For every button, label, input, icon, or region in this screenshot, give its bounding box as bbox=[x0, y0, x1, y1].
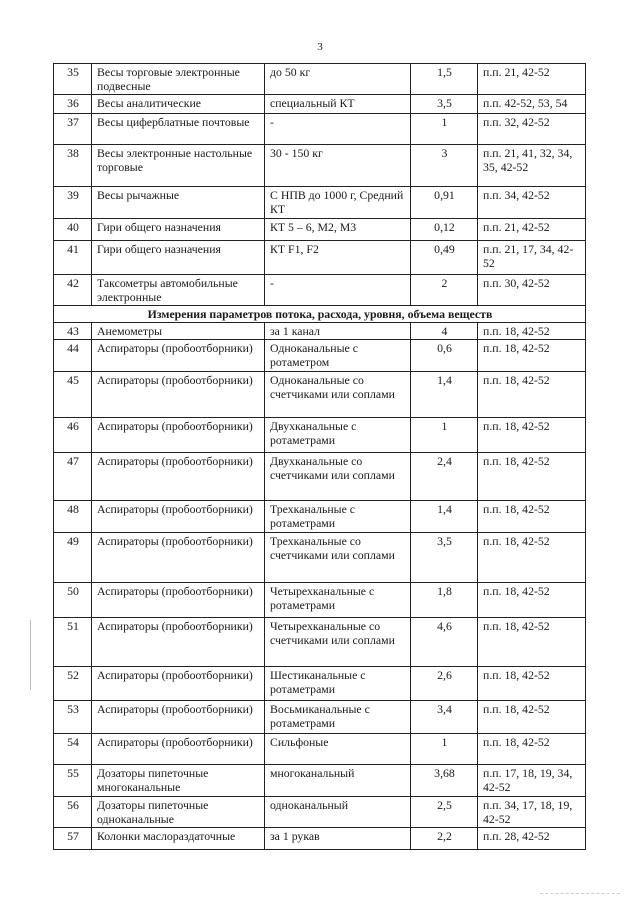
row-specification: Одноканальные со счетчиками или соплами bbox=[265, 372, 411, 418]
row-reference: п.п. 18, 42-52 bbox=[478, 583, 586, 618]
row-instrument-name: Анемометры bbox=[92, 323, 265, 340]
row-number: 51 bbox=[54, 618, 92, 667]
row-reference: п.п. 18, 42-52 bbox=[478, 501, 586, 533]
row-value: 1,4 bbox=[411, 501, 478, 533]
row-value: 0,91 bbox=[411, 187, 478, 219]
row-specification: за 1 канал bbox=[265, 323, 411, 340]
row-specification: Четырехканальные с ротаметрами bbox=[265, 583, 411, 618]
table-row bbox=[54, 114, 586, 145]
row-instrument-name: Весы рычажные bbox=[92, 187, 265, 219]
row-value: 1 bbox=[411, 734, 478, 765]
row-number: 52 bbox=[54, 667, 92, 701]
row-instrument-name: Аспираторы (пробоотборники) bbox=[92, 734, 265, 765]
row-specification: Восьмиканальные с ротаметрами bbox=[265, 701, 411, 734]
table-row bbox=[54, 372, 586, 418]
row-number: 48 bbox=[54, 501, 92, 533]
row-reference: п.п. 18, 42-52 bbox=[478, 323, 586, 340]
table-row bbox=[54, 323, 586, 340]
table-row bbox=[54, 275, 586, 306]
row-reference: п.п. 42-52, 53, 54 bbox=[478, 95, 586, 114]
row-number: 50 bbox=[54, 583, 92, 618]
row-specification: специальный КТ bbox=[265, 95, 411, 114]
row-number: 53 bbox=[54, 701, 92, 734]
table-row bbox=[54, 667, 586, 701]
row-number: 40 bbox=[54, 219, 92, 241]
row-value: 1,8 bbox=[411, 583, 478, 618]
table-row bbox=[54, 701, 586, 734]
row-number: 55 bbox=[54, 765, 92, 797]
row-reference: п.п. 18, 42-52 bbox=[478, 618, 586, 667]
row-instrument-name: Аспираторы (пробоотборники) bbox=[92, 418, 265, 453]
scan-bottom-mark bbox=[540, 893, 620, 895]
table-row bbox=[54, 797, 586, 828]
row-instrument-name: Весы аналитические bbox=[92, 95, 265, 114]
row-instrument-name: Аспираторы (пробоотборники) bbox=[92, 667, 265, 701]
row-instrument-name: Таксометры автомобильные электронные bbox=[92, 275, 265, 306]
price-table bbox=[53, 63, 586, 850]
row-specification: Четырехканальные со счетчиками или соплами bbox=[265, 618, 411, 667]
row-value: 4 bbox=[411, 323, 478, 340]
row-specification: Одноканальные с ротаметром bbox=[265, 340, 411, 372]
row-number: 54 bbox=[54, 734, 92, 765]
row-specification: Двухканальные с ротаметрами bbox=[265, 418, 411, 453]
row-value: 0,12 bbox=[411, 219, 478, 241]
row-value: 1,4 bbox=[411, 372, 478, 418]
row-number: 39 bbox=[54, 187, 92, 219]
row-number: 45 bbox=[54, 372, 92, 418]
table-row bbox=[54, 187, 586, 219]
row-instrument-name: Аспираторы (пробоотборники) bbox=[92, 453, 265, 501]
scan-margin-mark bbox=[30, 620, 31, 690]
table-row bbox=[54, 734, 586, 765]
row-reference: п.п. 21, 41, 32, 34, 35, 42-52 bbox=[478, 145, 586, 187]
row-specification: Двухканальные со счетчиками или соплами bbox=[265, 453, 411, 501]
row-specification: - bbox=[265, 114, 411, 145]
row-instrument-name: Аспираторы (пробоотборники) bbox=[92, 618, 265, 667]
row-instrument-name: Весы циферблатные почтовые bbox=[92, 114, 265, 145]
row-instrument-name: Гири общего назначения bbox=[92, 241, 265, 275]
table-row bbox=[54, 533, 586, 583]
row-value: 2,2 bbox=[411, 828, 478, 850]
row-value: 3,68 bbox=[411, 765, 478, 797]
row-specification: Трехканальные с ротаметрами bbox=[265, 501, 411, 533]
row-specification: многоканальный bbox=[265, 765, 411, 797]
row-reference: п.п. 18, 42-52 bbox=[478, 533, 586, 583]
row-reference: п.п. 21, 42-52 bbox=[478, 64, 586, 95]
row-reference: п.п. 32, 42-52 bbox=[478, 114, 586, 145]
row-specification: С НПВ до 1000 г, Средний КТ bbox=[265, 187, 411, 219]
row-number: 57 bbox=[54, 828, 92, 850]
page-number: 3 bbox=[317, 41, 323, 53]
table-row bbox=[54, 219, 586, 241]
row-value: 0,49 bbox=[411, 241, 478, 275]
table-row bbox=[54, 340, 586, 372]
row-reference: п.п. 30, 42-52 bbox=[478, 275, 586, 306]
row-reference: п.п. 21, 42-52 bbox=[478, 219, 586, 241]
row-specification: Шестиканальные с ротаметрами bbox=[265, 667, 411, 701]
row-value: 3,4 bbox=[411, 701, 478, 734]
row-reference: п.п. 18, 42-52 bbox=[478, 701, 586, 734]
row-value: 0,6 bbox=[411, 340, 478, 372]
row-specification: Сильфоные bbox=[265, 734, 411, 765]
row-number: 44 bbox=[54, 340, 92, 372]
section-title: Измерения параметров потока, расхода, уровня, объема веществ bbox=[54, 306, 586, 323]
row-instrument-name: Дозаторы пипеточные многоканальные bbox=[92, 765, 265, 797]
row-number: 38 bbox=[54, 145, 92, 187]
row-specification: КТ F1, F2 bbox=[265, 241, 411, 275]
row-number: 47 bbox=[54, 453, 92, 501]
table-row bbox=[54, 765, 586, 797]
row-instrument-name: Аспираторы (пробоотборники) bbox=[92, 372, 265, 418]
row-number: 35 bbox=[54, 64, 92, 95]
row-reference: п.п. 34, 17, 18, 19, 42-52 bbox=[478, 797, 586, 828]
row-number: 42 bbox=[54, 275, 92, 306]
row-instrument-name: Весы торговые электронные подвесные bbox=[92, 64, 265, 95]
row-value: 2 bbox=[411, 275, 478, 306]
row-specification: - bbox=[265, 275, 411, 306]
row-instrument-name: Аспираторы (пробоотборники) bbox=[92, 340, 265, 372]
row-instrument-name: Аспираторы (пробоотборники) bbox=[92, 533, 265, 583]
table-row bbox=[54, 501, 586, 533]
row-number: 41 bbox=[54, 241, 92, 275]
row-reference: п.п. 28, 42-52 bbox=[478, 828, 586, 850]
row-specification: одноканальный bbox=[265, 797, 411, 828]
row-instrument-name: Дозаторы пипеточные одноканальные bbox=[92, 797, 265, 828]
table-row bbox=[54, 95, 586, 114]
row-reference: п.п. 18, 42-52 bbox=[478, 340, 586, 372]
row-reference: п.п. 21, 17, 34, 42-52 bbox=[478, 241, 586, 275]
table-row bbox=[54, 828, 586, 850]
row-value: 1 bbox=[411, 418, 478, 453]
row-reference: п.п. 18, 42-52 bbox=[478, 734, 586, 765]
row-reference: п.п. 17, 18, 19, 34, 42-52 bbox=[478, 765, 586, 797]
row-instrument-name: Аспираторы (пробоотборники) bbox=[92, 701, 265, 734]
row-reference: п.п. 18, 42-52 bbox=[478, 372, 586, 418]
row-instrument-name: Аспираторы (пробоотборники) bbox=[92, 583, 265, 618]
row-instrument-name: Аспираторы (пробоотборники) bbox=[92, 501, 265, 533]
row-value: 3,5 bbox=[411, 95, 478, 114]
row-specification: 30 - 150 кг bbox=[265, 145, 411, 187]
table-row bbox=[54, 618, 586, 667]
row-number: 43 bbox=[54, 323, 92, 340]
row-reference: п.п. 34, 42-52 bbox=[478, 187, 586, 219]
row-number: 49 bbox=[54, 533, 92, 583]
row-number: 36 bbox=[54, 95, 92, 114]
row-instrument-name: Гири общего назначения bbox=[92, 219, 265, 241]
row-instrument-name: Весы электронные настольные торговые bbox=[92, 145, 265, 187]
row-specification: до 50 кг bbox=[265, 64, 411, 95]
table-row bbox=[54, 64, 586, 95]
table-row bbox=[54, 241, 586, 275]
row-value: 2,5 bbox=[411, 797, 478, 828]
section-header-row bbox=[54, 306, 586, 323]
row-value: 1,5 bbox=[411, 64, 478, 95]
row-value: 3 bbox=[411, 145, 478, 187]
table-row bbox=[54, 418, 586, 453]
row-value: 1 bbox=[411, 114, 478, 145]
row-specification: за 1 рукав bbox=[265, 828, 411, 850]
row-reference: п.п. 18, 42-52 bbox=[478, 667, 586, 701]
row-value: 2,4 bbox=[411, 453, 478, 501]
row-value: 3,5 bbox=[411, 533, 478, 583]
row-reference: п.п. 18, 42-52 bbox=[478, 453, 586, 501]
row-specification: КТ 5 – 6, М2, М3 bbox=[265, 219, 411, 241]
row-number: 56 bbox=[54, 797, 92, 828]
table-row bbox=[54, 453, 586, 501]
row-number: 46 bbox=[54, 418, 92, 453]
row-reference: п.п. 18, 42-52 bbox=[478, 418, 586, 453]
row-instrument-name: Колонки маслораздаточные bbox=[92, 828, 265, 850]
table-row bbox=[54, 583, 586, 618]
row-number: 37 bbox=[54, 114, 92, 145]
table-row bbox=[54, 145, 586, 187]
row-value: 2,6 bbox=[411, 667, 478, 701]
row-specification: Трехканальные со счетчиками или соплами bbox=[265, 533, 411, 583]
row-value: 4,6 bbox=[411, 618, 478, 667]
